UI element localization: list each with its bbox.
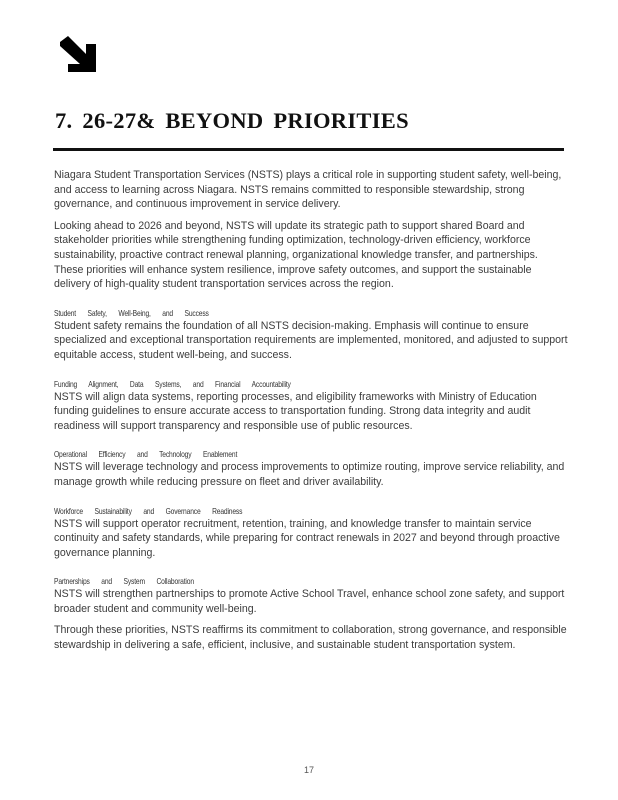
section-heading: Workforce Sustainability and Governance Readiness — [54, 506, 243, 516]
priority-section — [54, 576, 569, 616]
section-heading: Operational Efficiency and Technology Enablement — [54, 450, 238, 460]
section-text: NSTS will align data systems, reporting processes, and eligibility frameworks with Ministry of Education funding guidelines to ensure accurate access to transportation funding. Strong data integrity and audit readiness will support transparency and responsible use of public resources. — [54, 390, 537, 432]
priority-section — [54, 379, 569, 434]
section-heading: Partnerships and System Collaboration — [54, 577, 194, 587]
title-divider — [53, 148, 564, 151]
priority-section — [54, 308, 569, 363]
intro-paragraph: Niagara Student Transportation Services (NSTS) plays a critical role in supporting student safety, well-being, and access to learning across Niagara. NSTS remains committed to responsible stewardship, strong governance, and continuous improvement in service delivery. — [54, 169, 562, 211]
priority-section — [54, 506, 569, 561]
section-text: NSTS will support operator recruitment, retention, training, and knowledge transfer to maintain service continuity and safety standards, while preparing for contract renewals in 2027 and beyond through proactive governance planning. — [54, 517, 560, 559]
intro-paragraph: Looking ahead to 2026 and beyond, NSTS will update its strategic path to support shared Board and stakeholder priorities while strengthening funding optimization, technology-driven efficiency, workforce sustainability, proactive contract renewal planning, organizational knowledge transfer, and partnerships. These priorities will enhance system resilience, improve safety outcomes, and support the sustainable delivery of high-quality student transportation services across the region. — [54, 219, 538, 291]
closing-paragraph: Through these priorities, NSTS reaffirms its commitment to collaboration, strong governance, and responsible stewardship in delivering a safe, efficient, inclusive, and sustainable student transportation system. — [54, 624, 567, 652]
section-text: NSTS will leverage technology and process improvements to optimize routing, improve service reliability, and manage growth while reducing pressure on fleet and driver availability. — [54, 461, 565, 488]
priority-section — [54, 449, 569, 489]
page-title: 7. 26-27& BEYOND PRIORITIES — [55, 108, 409, 133]
arrow-down-right-icon — [56, 36, 100, 78]
page-number: 17 — [303, 765, 314, 775]
section-heading: Student Safety, Well-Being, and Success — [54, 308, 209, 318]
section-text: Student safety remains the foundation of all NSTS decision-making. Emphasis will continue to ensure specialized and exceptional transportation requirements are implemented, monitored, and adjusted to support equitable access, student well-being, and success. — [54, 319, 568, 361]
document-body — [54, 168, 569, 660]
section-text: NSTS will strengthen partnerships to promote Active School Travel, enhance school zone safety, and support broader student and community well-being. — [54, 588, 565, 615]
section-heading: Funding Alignment, Data Systems, and Financial Accountability — [54, 379, 291, 389]
